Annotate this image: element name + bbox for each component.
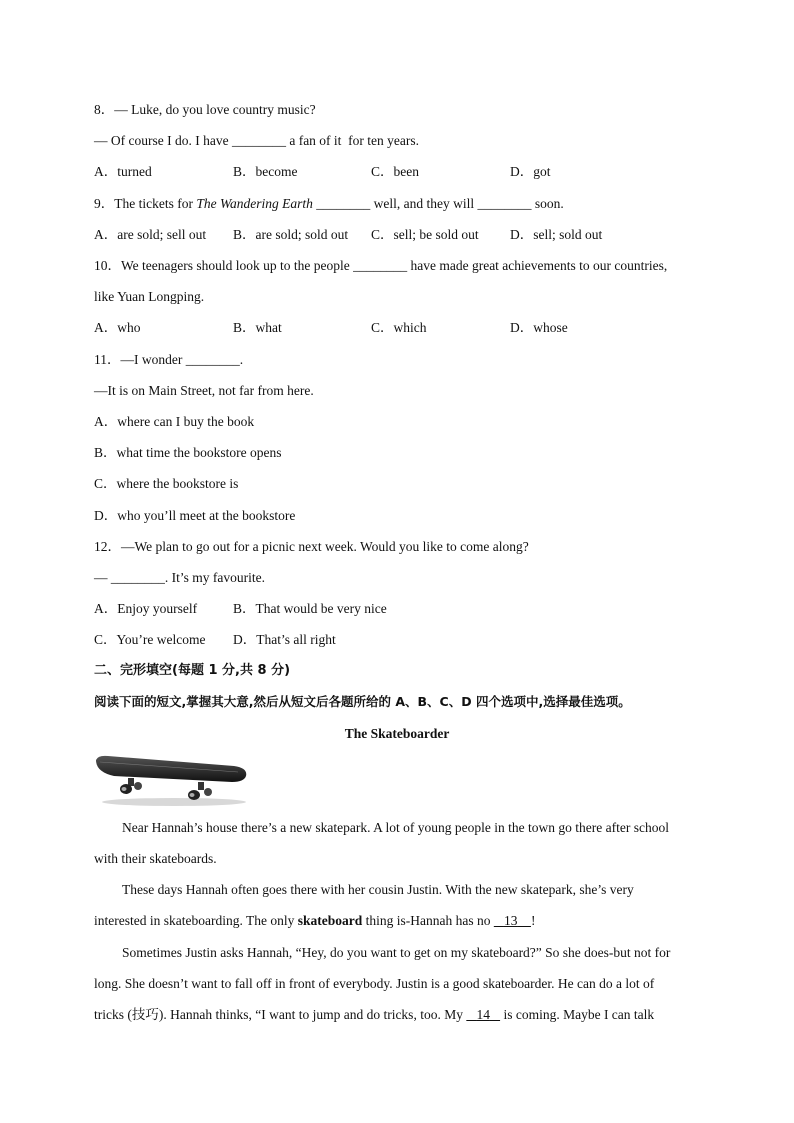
q9-option-a[interactable]: A．are sold; sell out	[94, 227, 207, 242]
q10-stem-line1: 10．We teenagers should look up to the people ________ have made great achievements to our countries,	[94, 258, 668, 273]
q8-option-d[interactable]: D．got	[510, 164, 551, 179]
q9-option-c[interactable]: C．sell; be sold out	[371, 227, 479, 242]
q11-option-d[interactable]: D．who you’ll meet at the bookstore	[94, 508, 296, 523]
q10-option-a[interactable]: A．who	[94, 320, 141, 335]
q9-option-b[interactable]: B．are sold; sold out	[233, 227, 349, 242]
q11-reply: —It is on Main Street, not far from here.	[94, 383, 314, 398]
q10-stem-line2: like Yuan Longping.	[94, 289, 205, 304]
section-heading: 二、完形填空(每题 1 分,共 8 分)	[94, 663, 291, 678]
section-instruction: 阅读下面的短文,掌握其大意,然后从短文后各题所给的 A、B、C、D 四个选项中,选择最佳选项。	[94, 694, 631, 709]
q9-movie-title: The Wandering Earth	[196, 196, 313, 211]
q12-option-d[interactable]: D．That’s all right	[233, 632, 336, 647]
q9-stem: 9．The tickets for The Wandering Earth ________ well, and they will ________ soon.	[94, 196, 564, 211]
q11-option-b[interactable]: B．what time the bookstore opens	[94, 445, 282, 460]
q12-option-b[interactable]: B．That would be very nice	[233, 601, 387, 616]
q8-option-c[interactable]: C．been	[371, 164, 419, 179]
passage-p3-line3: tricks (技巧). Hannah thinks, “I want to jump and do tricks, too. My 14 is coming. Maybe I can talk	[94, 1007, 655, 1022]
skateboard-image	[94, 752, 250, 808]
passage-p1-line1: Near Hannah’s house there’s a new skatepark. A lot of young people in the town go there after school	[122, 820, 669, 835]
q12-reply: — ________. It’s my favourite.	[94, 570, 265, 585]
q11-option-a[interactable]: A．where can I buy the book	[94, 414, 255, 429]
q11-option-c[interactable]: C．where the bookstore is	[94, 476, 239, 491]
q11-stem: 11．—I wonder ________.	[94, 352, 244, 367]
q10-option-d[interactable]: D．whose	[510, 320, 568, 335]
blank-14[interactable]: 14	[476, 1007, 490, 1022]
bold-word: skateboard	[297, 913, 363, 928]
q9-option-d[interactable]: D．sell; sold out	[510, 227, 603, 242]
q12-option-a[interactable]: A．Enjoy yourself	[94, 601, 198, 616]
q8-reply: — Of course I do. I have ________ a fan of it for ten years.	[94, 133, 420, 148]
q8-option-b[interactable]: B．become	[233, 164, 298, 179]
passage-p2-line2: interested in skateboarding. The only skateboard thing is-Hannah has no 13 !	[94, 913, 536, 928]
q10-option-b[interactable]: B．what	[233, 320, 282, 335]
passage-title: The Skateboarder	[344, 726, 450, 741]
blank-13[interactable]: 13	[503, 913, 518, 928]
q12-stem: 12．—We plan to go out for a picnic next week. Would you like to come along?	[94, 539, 529, 554]
q10-option-c[interactable]: C．which	[371, 320, 427, 335]
q8-stem: 8．— Luke, do you love country music?	[94, 102, 316, 117]
passage-p3-line1: Sometimes Justin asks Hannah, “Hey, do you want to get on my skateboard?” So she does-but not for	[122, 945, 671, 960]
q8-option-a[interactable]: A．turned	[94, 164, 152, 179]
q12-option-c[interactable]: C．You’re welcome	[94, 632, 206, 647]
passage-p3-line2: long. She doesn’t want to fall off in front of everybody. Justin is a good skateboarder. He can do a lot of	[94, 976, 655, 991]
passage-p1-line2: with their skateboards.	[94, 851, 217, 866]
passage-p2-line1: These days Hannah often goes there with her cousin Justin. With the new skatepark, she’s very	[122, 882, 634, 897]
